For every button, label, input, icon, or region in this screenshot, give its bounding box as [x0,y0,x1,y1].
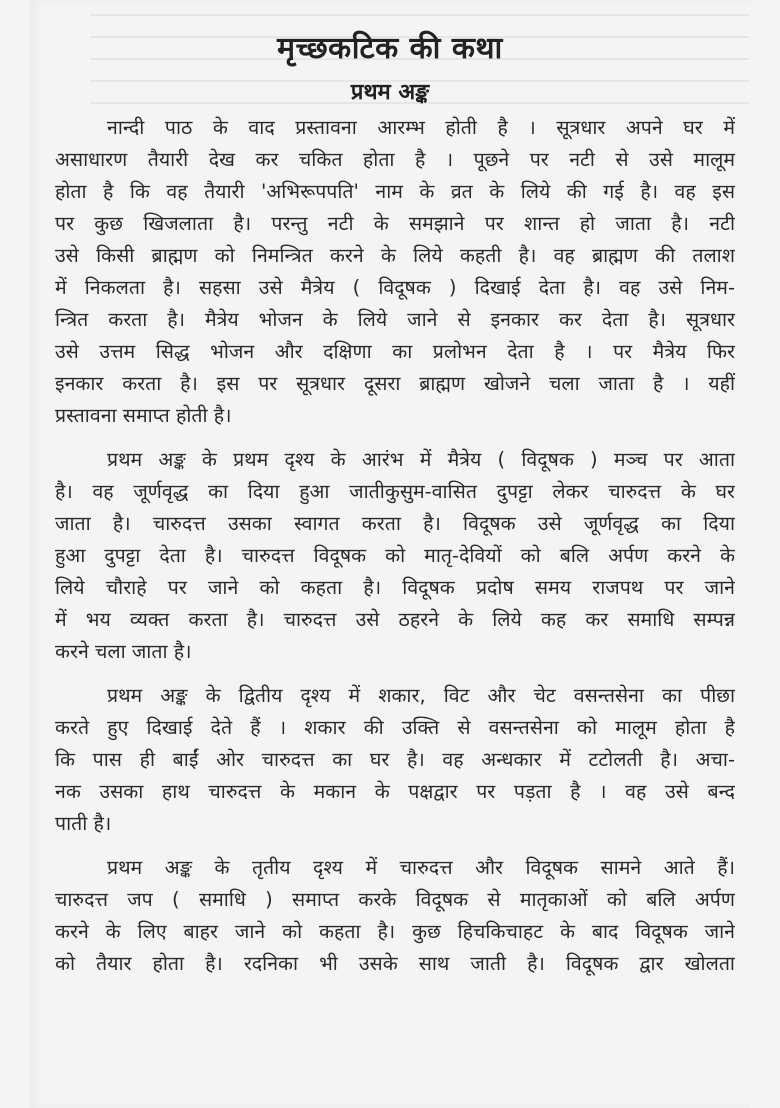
paragraph-prastavana [55,112,735,432]
paragraph-scene-one [55,444,735,668]
text-line: हुआ दुपट्टा देता है। चारुदत्त विदूषक को मातृ-देवियों को बलि अर्पण करने के [55,544,735,567]
text-line: नान्दी पाठ के वाद प्रस्तावना आरम्भ होती है । सूत्रधार अपने घर में [107,116,735,139]
text-line: प्रस्तावना समाप्त होती है। [55,404,232,427]
text-line: करने के लिए बाहर जाने को कहता है। कुछ हिचकिचाहट के बाद विदूषक जाने [55,920,735,943]
text-line: न्त्रित करता है। मैत्रेय भोजन के लिये जाने से इनकार कर देता है। सूत्रधार [55,308,735,331]
text-line: प्रथम अङ्क के तृतीय दृश्य में चारुदत्त और विदूषक सामने आते हैं। [107,856,735,879]
text-line: प्रथम अङ्क के प्रथम दृश्य के आरंभ में मैत्रेय ( विदूषक ) मञ्च पर आता [107,448,735,471]
text-line: को तैयार होता है। रदनिका भी उसके साथ जाती है। विदूषक द्वार खोलता [55,952,735,975]
text-line: असाधारण तैयारी देख कर चकित होता है । पूछने पर नटी से उसे मालूम [55,148,735,171]
text-line: इनकार करता है। इस पर सूत्रधार दूसरा ब्राह्मण खोजने चला जाता है । यहीं [55,372,735,395]
text-line: में भय व्यक्त करता है। चारुदत्त उसे ठहरने के लिये कह कर समाधि सम्पन्न [55,608,735,631]
text-line: करते हुए दिखाई देते हैं । शकार की उक्ति से वसन्तसेना को मालूम होता है [55,716,735,739]
text-line: प्रथम अङ्क के द्वितीय दृश्य में शकार, विट और चेट वसन्तसेना का पीछा [107,684,735,707]
text-line: करने चला जाता है। [55,640,192,663]
text-line: नक उसका हाथ चारुदत्त के मकान के पक्षद्वार पर पड़ता है । वह उसे बन्द [55,780,735,803]
paragraph-scene-three [55,852,735,980]
text-line: होता है कि वह तैयारी 'अभिरूपपति' नाम के व्रत के लिये की गई है। वह इस [55,180,735,203]
text-line: उसे उत्तम सिद्ध भोजन और दक्षिणा का प्रलोभन देता है । पर मैत्रेय फिर [55,340,735,363]
section-heading: प्रथम अङ्क [350,80,430,105]
text-line: में निकलता है। सहसा उसे मैत्रेय ( विदूषक ) दिखाई देता है। वह उसे निम- [55,276,735,299]
text-line: चारुदत्त जप ( समाधि ) समाप्त करके विदूषक से मातृकाओं को बलि अर्पण [55,888,735,911]
text-line: है। वह जूर्णवृद्ध का दिया हुआ जातीकुसुम-वासित दुपट्टा लेकर चारुदत्त के घर [55,480,735,503]
text-line: पाती है। [55,812,112,835]
paragraph-scene-two [55,680,735,840]
text-line: लिये चौराहे पर जाने को कहता है। विदूषक प्रदोष समय राजपथ पर जाने [55,576,735,599]
text-line: कि पास ही बाईं ओर चारुदत्त का घर है। वह अन्धकार में टटोलती है। अचा- [55,748,735,771]
page-title: मृच्छकटिक की कथा [277,31,503,66]
text-line: पर कुछ खिजलाता है। परन्तु नटी के समझाने पर शान्त हो जाता है। नटी [55,212,735,235]
text-line: उसे किसी ब्राह्मण को निमन्त्रित करने के लिये कहती है। वह ब्राह्मण की तलाश [55,244,735,267]
story-body [55,112,735,980]
text-line: जाता है। चारुदत्त उसका स्वागत करता है। विदूषक उसे जूर्णवृद्ध का दिया [55,512,735,535]
